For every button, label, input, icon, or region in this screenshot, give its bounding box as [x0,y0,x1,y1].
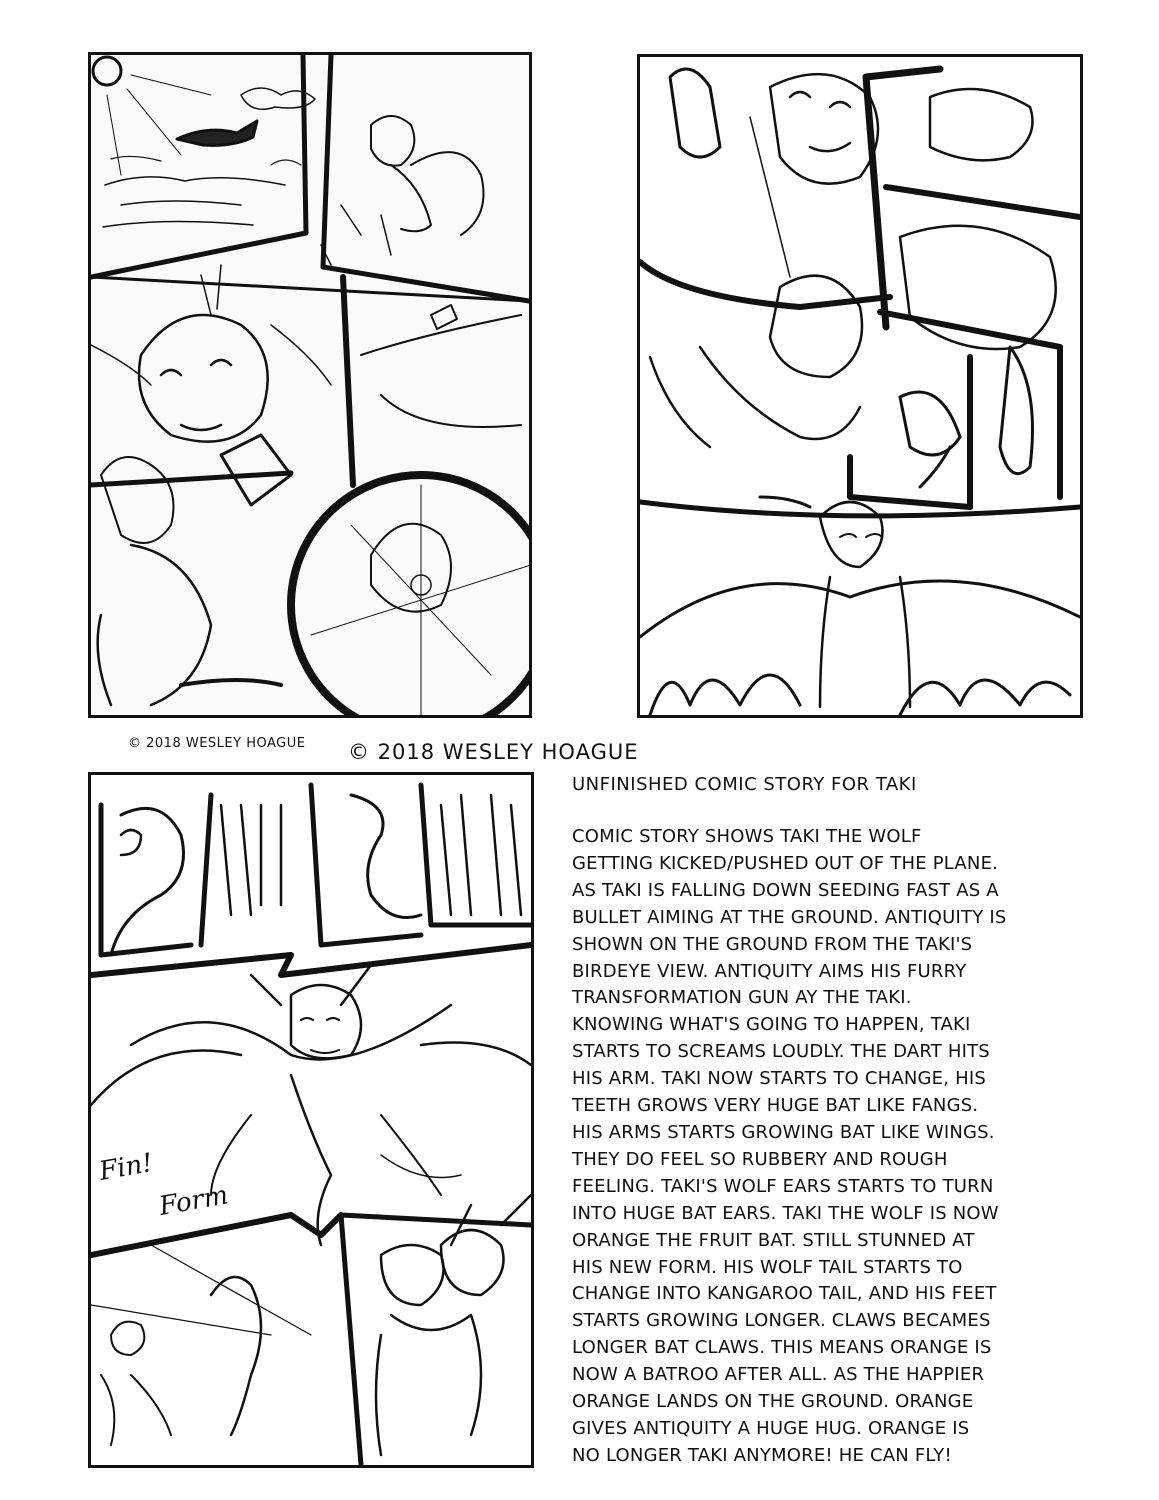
story-line: NOW A BATROO AFTER ALL. AS THE HAPPIER [572,1364,985,1386]
story-title: UNFINISHED COMIC STORY FOR TAKI [572,774,917,795]
story-line: HIS NEW FORM. HIS WOLF TAIL STARTS TO [572,1256,963,1278]
story-description [572,824,1006,1470]
story-line: LONGER BAT CLAWS. THIS MEANS ORANGE IS [572,1337,992,1359]
story-line: THEY DO FEEL SO RUBBERY AND ROUGH [572,1148,948,1170]
comic-page-2-sketch [640,57,1080,715]
sketch-text-fin: Fin! [97,1148,155,1187]
story-line: KNOWING WHAT'S GOING TO HAPPEN, TAKI [572,1014,971,1036]
story-line: TRANSFORMATION GUN AY THE TAKI. [572,987,912,1009]
story-line: SHOWN ON THE GROUND FROM THE TAKI'S [572,933,973,955]
comic-page-1-sketch [91,55,529,715]
story-line: TEETH GROWS VERY HUGE BAT LIKE FANGS. [572,1095,979,1117]
comic-page-3-sketch [91,775,531,1465]
sketch-text-form: Form [157,1180,231,1222]
story-line: ORANGE LANDS ON THE GROUND. ORANGE [572,1391,974,1413]
story-line: STARTS GROWING LONGER. CLAWS BECAMES [572,1310,991,1332]
story-line: COMIC STORY SHOWS TAKI THE WOLF [572,826,922,847]
comic-page-2 [637,54,1083,718]
story-line: BIRDEYE VIEW. ANTIQUITY AIMS HIS FURRY [572,960,967,982]
copyright-watermark-small: © 2018 WESLEY HOAGUE [128,736,306,751]
story-line: INTO HUGE BAT EARS. TAKI THE WOLF IS NOW [572,1202,999,1224]
story-line: FEELING. TAKI'S WOLF EARS STARTS TO TURN [572,1175,994,1197]
story-line: BULLET AIMING AT THE GROUND. ANTIQUITY IS [572,906,1007,928]
story-line: GETTING KICKED/PUSHED OUT OF THE PLANE. [572,852,999,874]
comic-page-3 [88,772,534,1468]
story-line: HIS ARMS STARTS GROWING BAT LIKE WINGS. [572,1121,995,1143]
story-line: ORANGE THE FRUIT BAT. STILL STUNNED AT [572,1229,975,1251]
story-line: GIVES ANTIQUITY A HUGE HUG. ORANGE IS [572,1417,970,1439]
story-line: CHANGE INTO KANGAROO TAIL, AND HIS FEET [572,1283,997,1305]
story-line: NO LONGER TAKI ANYMORE! HE CAN FLY! [572,1444,952,1466]
story-line: AS TAKI IS FALLING DOWN SEEDING FAST AS A [572,879,999,901]
comic-page-1 [88,52,532,718]
story-line: STARTS TO SCREAMS LOUDLY. THE DART HITS [572,1041,990,1063]
copyright-watermark-large: © 2018 WESLEY HOAGUE [348,740,639,764]
story-line: HIS ARM. TAKI NOW STARTS TO CHANGE, HIS [572,1068,986,1090]
